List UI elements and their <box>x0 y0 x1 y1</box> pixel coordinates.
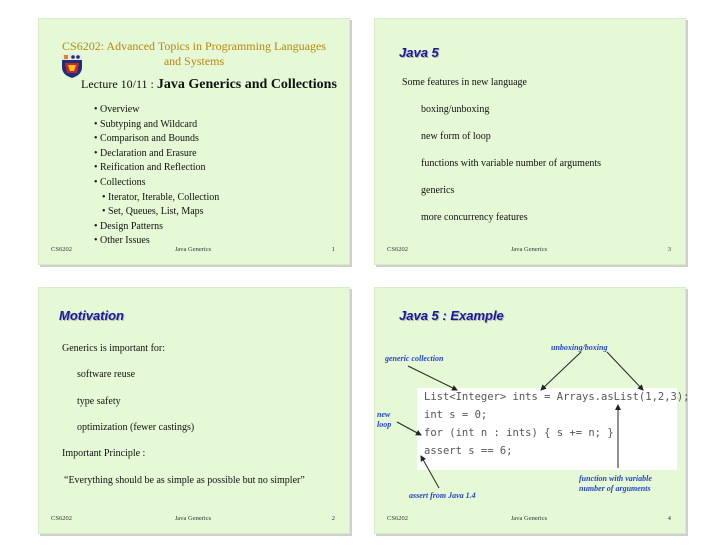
slide-title: Java 5 <box>399 45 439 60</box>
feature-item: boxing/unboxing <box>421 104 490 115</box>
feature-item: functions with variable number of arguments <box>421 158 602 169</box>
code-line: int s = 0; <box>424 409 488 421</box>
reason-item: type safety <box>77 396 121 407</box>
slide-1 <box>38 18 350 265</box>
annotation-unboxing: unboxing/boxing <box>551 343 608 352</box>
arrow-unboxing-1 <box>541 352 581 390</box>
principle-quote: “Everything should be as simple as possible but no simpler” <box>64 475 305 486</box>
annotation-assert: assert from Java 1.4 <box>409 491 476 500</box>
feature-item: generics <box>421 185 455 196</box>
lecture-heading: Lecture 10/11 : Java Generics and Collections <box>81 77 337 92</box>
outline-item: • Other Issues <box>94 235 150 247</box>
code-line: List<Integer> ints = Arrays.asList(1,2,3); <box>424 391 690 403</box>
outline-subitem: • Set, Queues, List, Maps <box>102 206 204 218</box>
code-line: for (int n : ints) { s += n; } <box>424 427 614 439</box>
slide-4 <box>374 287 690 534</box>
arrow-generic <box>408 366 457 390</box>
outline-item: • Comparison and Bounds <box>94 133 199 145</box>
outline-item: • Overview <box>94 104 140 115</box>
annotation-loop: new loop <box>377 410 392 429</box>
slide-3 <box>374 18 686 265</box>
arrow-unboxing-2 <box>607 352 643 390</box>
outline-item: • Collections <box>94 176 146 188</box>
intro-text: Some features in new language <box>402 77 527 88</box>
outline-subitem: • Iterator, Iterable, Collection <box>102 191 220 203</box>
reason-item: software reuse <box>77 369 136 380</box>
annotation-generic: generic collection <box>385 354 444 363</box>
university-crest-logo <box>61 53 83 79</box>
feature-item: new form of loop <box>421 131 491 142</box>
course-title: CS6202: Advanced Topics in Programming Languages and Systems <box>62 39 326 68</box>
slide-title: Motivation <box>59 308 124 323</box>
outline-item: • Declaration and Erasure <box>94 147 197 159</box>
arrow-loop <box>397 422 421 435</box>
principle-label: Important Principle : <box>62 448 146 459</box>
annotation-varargs: function with variable number of arguments <box>579 474 652 493</box>
reason-item: optimization (fewer castings) <box>77 422 195 433</box>
slide-2 <box>38 287 350 534</box>
slide-footer: CS6202 Java Generics 3 <box>387 246 671 253</box>
outline-item: • Reification and Reflection <box>94 162 206 174</box>
slide-footer: CS6202 Java Generics 4 <box>387 515 671 522</box>
code-line: assert s == 6; <box>424 445 513 457</box>
lead-text: Generics is important for: <box>62 343 166 354</box>
outline-list <box>94 103 219 249</box>
slide-footer: CS6202 Java Generics 2 <box>51 515 335 522</box>
outline-item: • Design Patterns <box>94 220 164 232</box>
slide-footer: CS6202 Java Generics 1 <box>51 246 335 253</box>
arrow-assert <box>421 456 439 488</box>
outline-item: • Subtyping and Wildcard <box>94 118 198 130</box>
slide-title: Java 5 : Example <box>399 308 504 323</box>
feature-item: more concurrency features <box>421 212 528 223</box>
